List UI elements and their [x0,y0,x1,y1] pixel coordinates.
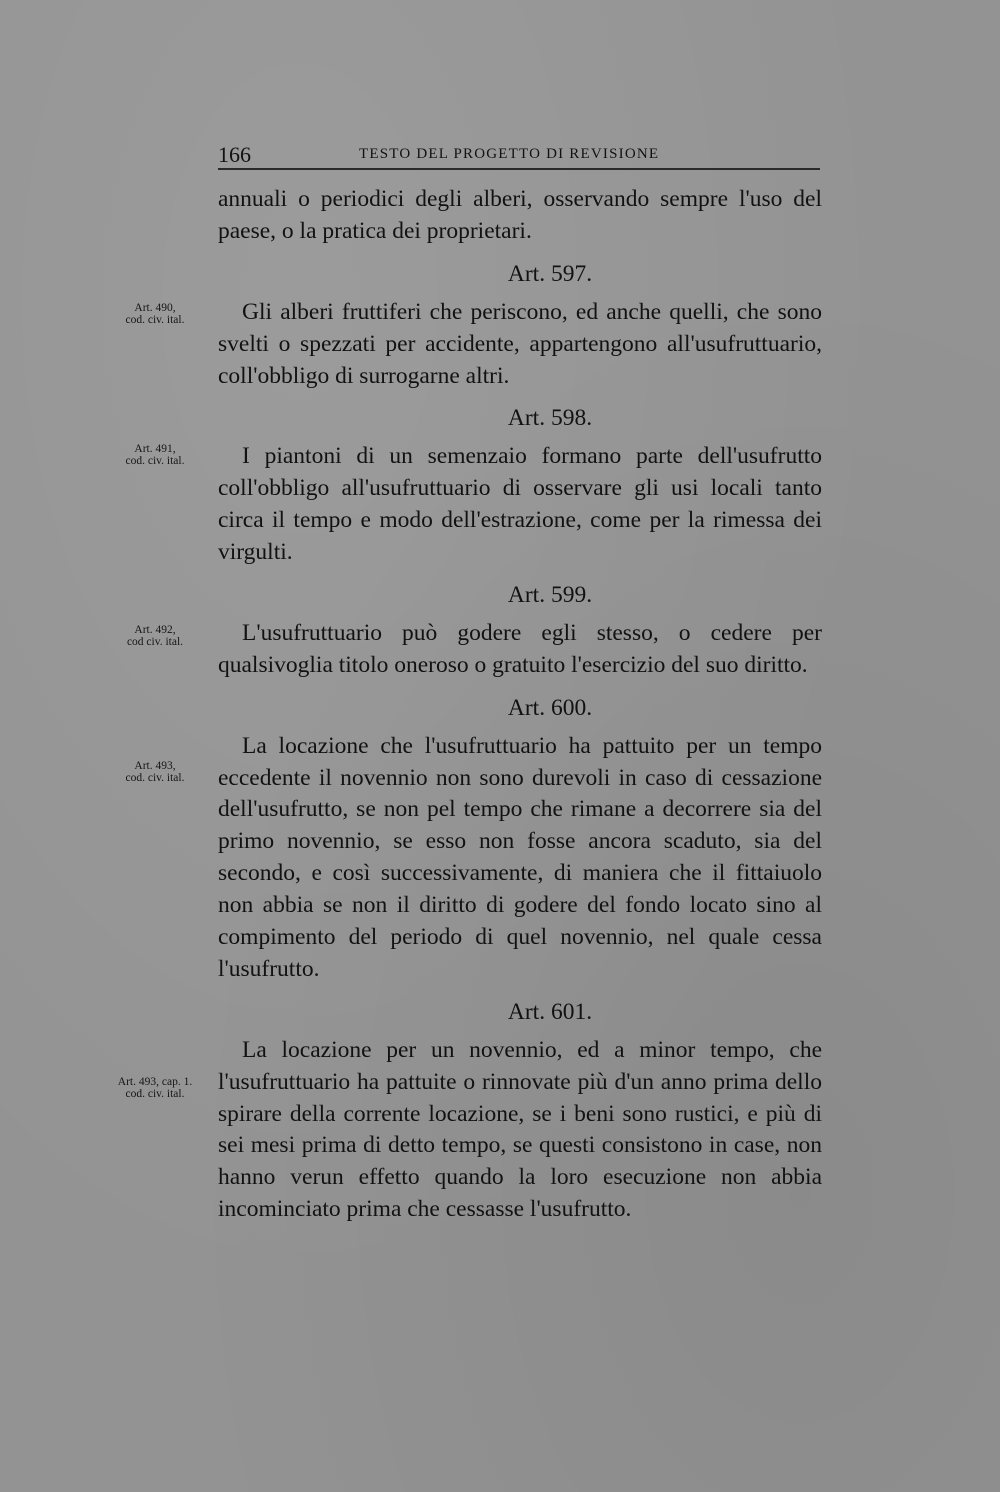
side-note-line: Art. 493, cap. 1. [117,1076,193,1088]
article-heading: Art. 598. [507,405,593,432]
main-text-column [218,184,822,1226]
continuation-paragraph: annuali o periodici degli alberi, osservando sempre l'uso del paese, o la pratica dei proprietari. [218,186,822,244]
article-text: La locazione che l'usufruttuario ha pattuito per un tempo eccedente il novennio non sono durevoli in caso di cessazione dell'usufrutto, se non pel tempo che rimane a decorrere sia del primo novennio, se esso non fosse ancora scaduto, sia del secondo, e così successivamente, di maniera che il fittaiuolo non abbia se non il diritto di godere del fondo locato sino al compimento del periodo di quel novennio, nel quale cessa l'usufrutto. [218,732,822,982]
page-number: 166 [218,142,251,167]
side-note-line: Art. 490, [134,302,176,314]
side-note-line: cod. civ. ital. [125,314,185,326]
side-note-art-598 [100,443,210,467]
side-note-art-597 [100,302,210,326]
side-note-line: Art. 493, [134,760,176,772]
side-note-line: cod. civ. ital. [125,1088,185,1100]
side-note-line: Art. 491, [134,443,176,455]
article-text: I piantoni di un semenzaio formano parte dell'usufrutto coll'obbligo all'usufruttuario di osservare gli usi locali tanto circa il tempo e modo dell'estrazione, come per la rimessa dei virgulti. [218,443,822,566]
side-note-line: cod. civ. ital. [125,455,185,467]
article-text: L'usufruttuario può godere egli stesso, o cedere per qualsivoglia titolo oneroso o gratuito l'esercizio del suo diritto. [218,619,822,678]
article-heading: Art. 601. [507,998,593,1025]
side-note-art-601 [100,1076,210,1100]
article-heading: Art. 597. [507,260,593,287]
running-title: TESTO DEL PROGETTO DI REVISIONE [359,146,660,162]
page-header [218,140,820,170]
article-heading: Art. 600. [507,694,593,721]
side-note-line: Art. 492, [134,624,176,636]
side-note-art-600 [100,760,210,784]
article-heading: Art. 599. [507,581,593,608]
side-note-line: cod civ. ital. [126,636,184,648]
article-text: Gli alberi fruttiferi che periscono, ed anche quelli, che sono svelti o spezzati per accidente, appartengono all'usufruttuario, coll'obbligo di surrogarne altri. [218,298,822,389]
side-note-art-599 [100,624,210,648]
side-note-line: cod. civ. ital. [125,772,185,784]
article-text: La locazione per un novennio, ed a minor tempo, che l'usufruttuario ha pattuite o rinnovate più d'un anno prima dello spirare della corrente locazione, se i beni sono rustici, e più di sei mesi prima di detto tempo, se questi consistono in case, non hanno verun effetto quando la loro esecuzione non abbia incominciato prima che cessasse l'usufrutto. [218,1036,822,1223]
